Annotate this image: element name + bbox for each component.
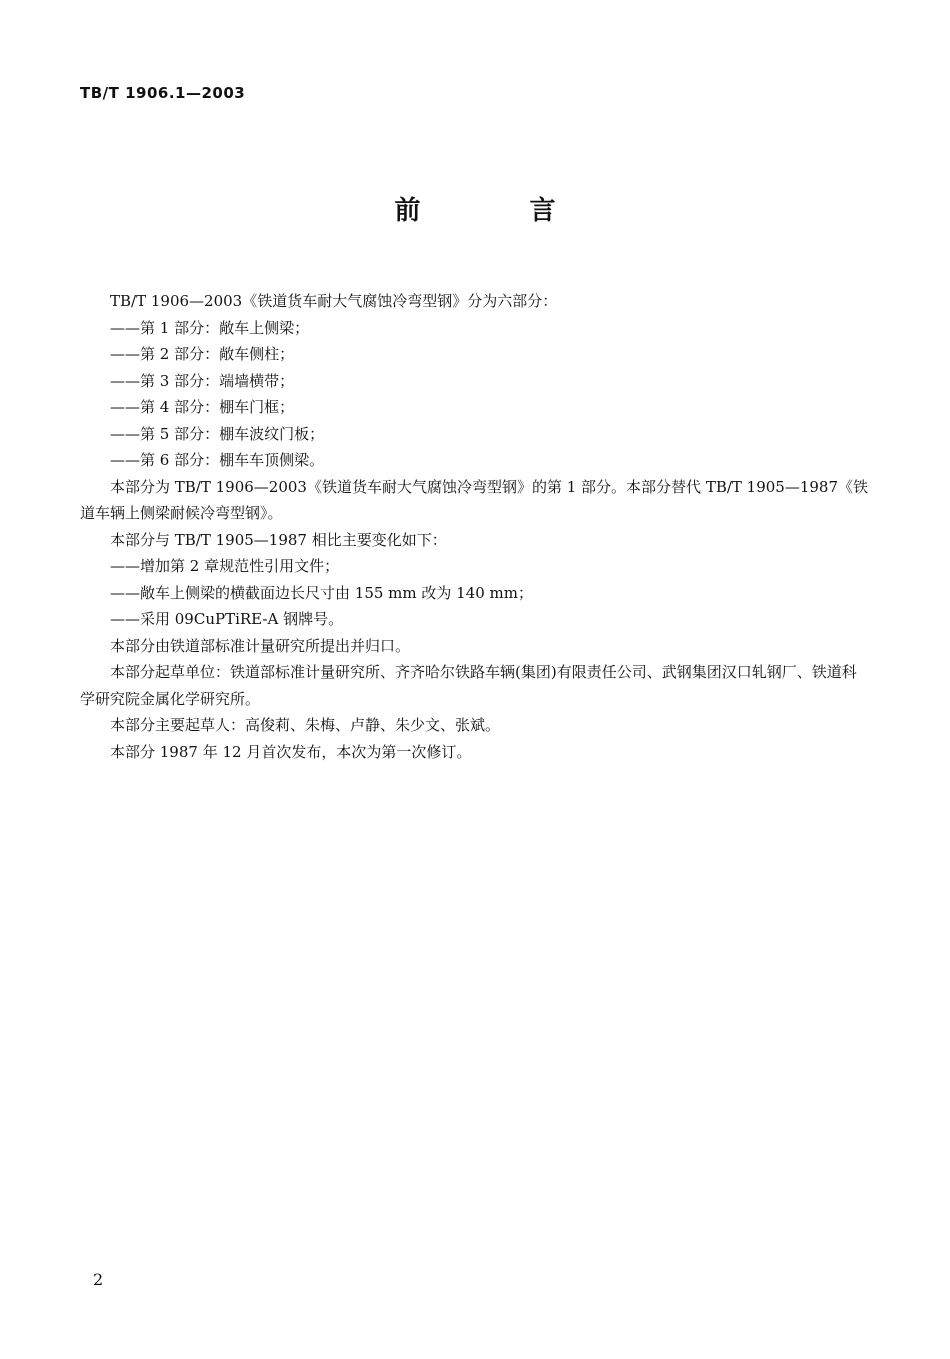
page-title: 前 言 [394, 196, 606, 226]
part-list-item: ——第 3 部分：端墙横带； [110, 371, 295, 390]
part-list-item: ——第 6 部分：棚车车顶侧梁。 [110, 451, 325, 469]
drafting-units-paragraph: 本部分起草单位：铁道部标准计量研究所、齐齐哈尔铁路车辆(集团)有限责任公司、武钢集团汉口轧钢厂、铁道科学研究院金属化学研究所。 [80, 663, 857, 708]
part-list-item: ——第 2 部分：敞车侧柱； [110, 345, 295, 363]
part-list-item: ——第 1 部分：敞车上侧梁； [110, 318, 310, 337]
change-list-item: ——增加第 2 章规范性引用文件； [110, 557, 340, 575]
proposer-paragraph: 本部分由铁道部标准计量研究所提出并归口。 [110, 636, 411, 655]
foreword-body [80, 288, 870, 765]
history-paragraph: 本部分 1987 年 12 月首次发布，本次为第一次修订。 [110, 742, 472, 761]
part1-paragraph: 本部分为 TB/T 1906—2003《铁道货车耐大气腐蚀冷弯型钢》的第 1 部分。本部分替代 TB/T 1905—1987《铁道车辆上侧梁耐候冷弯型钢》。 [80, 477, 869, 522]
changes-intro-paragraph: 本部分与 TB/T 1905—1987 相比主要变化如下： [110, 530, 447, 549]
page-number: 2 [93, 1270, 104, 1289]
part-list-item: ——第 4 部分：棚车门框； [110, 398, 295, 416]
change-list-item: ——采用 09CuPTiRE-A 钢牌号。 [110, 610, 344, 628]
change-list-item: ——敞车上侧梁的横截面边长尺寸由 155 mm 改为 140 mm； [110, 583, 533, 602]
drafters-paragraph: 本部分主要起草人：高俊莉、朱梅、卢静、朱少文、张斌。 [110, 716, 501, 734]
standard-code-header: TB/T 1906.1—2003 [80, 84, 246, 102]
intro-paragraph: TB/T 1906—2003《铁道货车耐大气腐蚀冷弯型钢》分为六部分： [110, 292, 558, 310]
part-list-item: ——第 5 部分：棚车波纹门板； [110, 424, 325, 443]
